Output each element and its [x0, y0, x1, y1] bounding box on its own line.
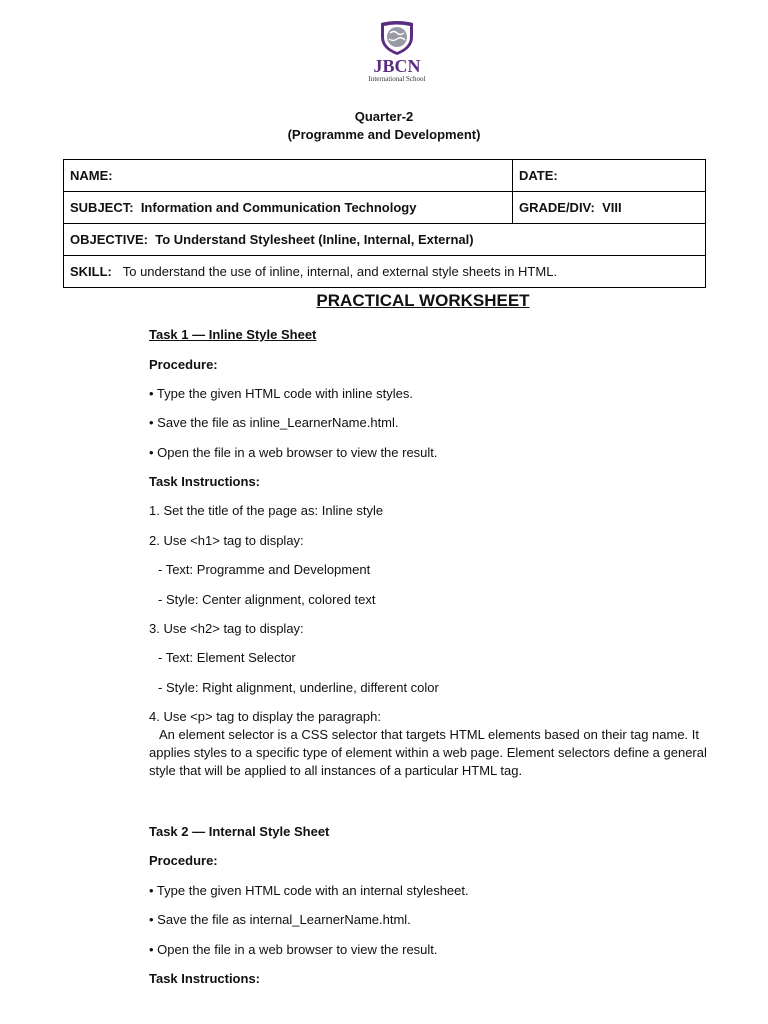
skill-label: SKILL: [70, 264, 112, 279]
name-cell [64, 160, 513, 192]
task1-instruction-detail: - Text: Programme and Development [158, 562, 371, 577]
task1-procedure-step: • Open the file in a web browser to view the result. [149, 445, 438, 460]
task1-instruction: 2. Use <h1> tag to display: [149, 533, 304, 548]
date-label: DATE: [519, 168, 558, 183]
grade-label: GRADE/DIV: [519, 200, 595, 215]
grade-cell [513, 192, 706, 224]
task2-procedure-step: • Type the given HTML code with an internal stylesheet. [149, 883, 469, 898]
objective-label: OBJECTIVE: [70, 232, 149, 247]
task1-instruction: 1. Set the title of the page as: Inline style [149, 503, 384, 518]
objective-cell [64, 224, 706, 256]
school-logo [356, 20, 438, 88]
subject-cell [64, 192, 513, 224]
grade-value: VIII [602, 200, 622, 215]
task1-procedure-step: • Type the given HTML code with inline styles. [149, 386, 413, 401]
task1-instruction-detail: - Text: Element Selector [158, 650, 296, 665]
subject-label: SUBJECT: [70, 200, 134, 215]
table-row [64, 192, 706, 224]
task1-title: Task 1 — Inline Style Sheet [149, 327, 317, 342]
student-info-table [63, 159, 706, 288]
task1-instruction: 4. Use <p> tag to display the paragraph: [149, 709, 381, 724]
task1-instruction: 3. Use <h2> tag to display: [149, 621, 304, 636]
task1-instruction-detail: - Style: Center alignment, colored text [158, 592, 376, 607]
logo-subtitle: International School [368, 75, 426, 83]
objective-value: To Understand Stylesheet (Inline, Internal, External) [155, 232, 474, 247]
skill-value: To understand the use of inline, internal, and external style sheets in HTML. [122, 264, 558, 279]
task2-instructions-label: Task Instructions: [149, 971, 261, 986]
subject-value: Information and Communication Technology [140, 200, 417, 215]
task1-procedure-step: • Save the file as inline_LearnerName.html. [149, 415, 399, 430]
skill-cell [64, 256, 706, 288]
course-heading: (Programme and Development) [287, 127, 481, 142]
task1-instructions-label: Task Instructions: [149, 474, 261, 489]
name-label: NAME: [70, 168, 113, 183]
task1-procedure-label: Procedure: [149, 357, 218, 372]
logo-name: JBCN [373, 56, 421, 76]
task1-paragraph: An element selector is a CSS selector that targets HTML elements based on their tag name. It applies styles to a specific type of element within a web page. Element selectors define a general style that will be applied to all instances of a particular HTML tag. [149, 727, 707, 778]
table-row [64, 256, 706, 288]
task2-procedure-step: • Open the file in a web browser to view the result. [149, 942, 438, 957]
task1-instruction-detail: - Style: Right alignment, underline, different color [158, 680, 439, 695]
table-row [64, 224, 706, 256]
worksheet-title: PRACTICAL WORKSHEET [316, 291, 530, 310]
task2-title: Task 2 — Internal Style Sheet [149, 824, 330, 839]
task2-procedure-step: • Save the file as internal_LearnerName.html. [149, 912, 411, 927]
table-row [64, 160, 706, 192]
quarter-heading: Quarter-2 [354, 109, 414, 124]
school-crest-icon [378, 20, 416, 56]
task2-procedure-label: Procedure: [149, 853, 218, 868]
date-cell [513, 160, 706, 192]
